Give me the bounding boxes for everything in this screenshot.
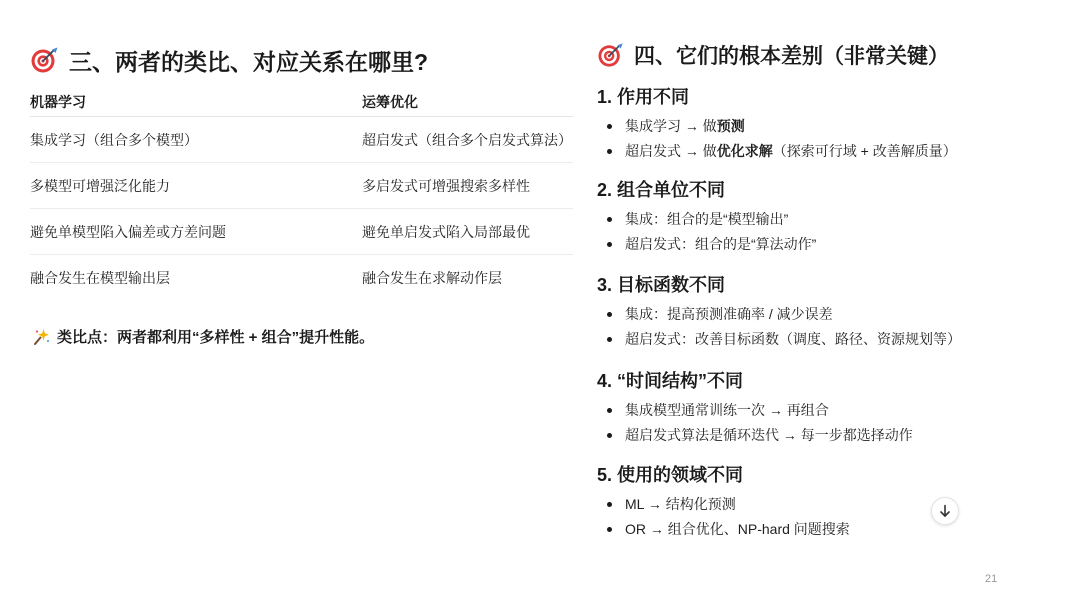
section-domains bbox=[597, 465, 1057, 540]
left-heading-text: 三、两者的类比、对应关系在哪里? bbox=[69, 48, 429, 75]
list-item bbox=[597, 208, 1057, 230]
bullet-text: ML → 结构化预测 bbox=[625, 496, 736, 512]
section-title: 5. 使用的领域不同 bbox=[597, 465, 744, 485]
bullet-dot bbox=[607, 433, 612, 438]
table-cell: 避免单模型陷入偏差或方差问题 bbox=[30, 223, 226, 240]
analogy-note bbox=[33, 325, 374, 347]
bullet-text: 超启发式算法是循环迭代 → 每一步都选择动作 bbox=[625, 427, 913, 443]
bullet-dot bbox=[607, 217, 612, 222]
bullet-dot bbox=[607, 502, 612, 507]
table-cell: 多模型可增强泛化能力 bbox=[30, 177, 170, 194]
arrow-down-icon bbox=[938, 504, 952, 518]
bullet-text: 超启发式：组合的是“算法动作” bbox=[625, 236, 817, 252]
list-item bbox=[597, 493, 1057, 515]
table-cell: 集成学习（组合多个模型） bbox=[30, 131, 198, 148]
bullet-dot bbox=[607, 149, 612, 154]
list-item bbox=[597, 424, 1057, 446]
table-cell: 避免单启发式陷入局部最优 bbox=[362, 223, 530, 240]
analogy-note-text: 类比点：两者都利用“多样性 + 组合”提升性能。 bbox=[57, 328, 375, 346]
list-item bbox=[597, 233, 1057, 255]
table-row bbox=[30, 117, 573, 163]
table-header-or: 运筹优化 bbox=[362, 94, 418, 110]
page-number: 21 bbox=[985, 573, 998, 585]
bullet-text: 集成模型通常训练一次 → 再组合 bbox=[625, 402, 829, 418]
scroll-down-button[interactable] bbox=[931, 497, 959, 525]
table-cell: 融合发生在求解动作层 bbox=[362, 269, 502, 286]
bullet-emphasis: 优化求解 bbox=[716, 143, 773, 159]
list-item bbox=[597, 399, 1057, 421]
section-title: 2. 组合单位不同 bbox=[597, 180, 726, 200]
table-cell: 超启发式（组合多个启发式算法） bbox=[362, 131, 572, 148]
bullet-dot bbox=[607, 242, 612, 247]
section-purpose bbox=[597, 87, 1057, 162]
right-section-heading bbox=[598, 40, 949, 70]
bullet-text: 集成：组合的是“模型输出” bbox=[625, 211, 789, 227]
section-title: 4. “时间结构”不同 bbox=[597, 371, 744, 391]
bullet-text: （探索可行域 + 改善解质量） bbox=[772, 143, 957, 159]
list-item bbox=[597, 303, 1057, 325]
left-section-heading bbox=[31, 45, 428, 75]
bullet-text: 超启发式 → 做 bbox=[625, 143, 717, 159]
section-time-structure bbox=[597, 371, 1057, 446]
bullet-dot bbox=[607, 408, 612, 413]
table-row bbox=[30, 163, 573, 209]
bullet-dot bbox=[607, 124, 612, 129]
bullet-text: 集成学习 → 做 bbox=[625, 118, 717, 134]
target-icon bbox=[598, 42, 624, 68]
bullet-emphasis: 预测 bbox=[716, 118, 745, 134]
section-objective bbox=[597, 275, 1057, 350]
table-cell: 多启发式可增强搜索多样性 bbox=[362, 177, 530, 194]
bullet-dot bbox=[607, 337, 612, 342]
table-header-ml: 机器学习 bbox=[30, 94, 86, 110]
list-item bbox=[597, 518, 1057, 540]
bullet-text: 集成：提高预测准确率 / 减少误差 bbox=[625, 306, 833, 322]
bullet-dot bbox=[607, 312, 612, 317]
table-cell: 融合发生在模型输出层 bbox=[30, 269, 170, 286]
sparkles-icon bbox=[33, 328, 50, 345]
list-item bbox=[597, 115, 1057, 137]
table-row bbox=[30, 255, 573, 300]
list-item bbox=[597, 140, 1057, 162]
bullet-text: 超启发式：改善目标函数（调度、路径、资源规划等） bbox=[625, 331, 961, 347]
table-row bbox=[30, 209, 573, 255]
section-combination-unit bbox=[597, 180, 1057, 255]
table-body bbox=[30, 117, 573, 300]
comparison-table bbox=[30, 88, 573, 300]
right-heading-text: 四、它们的根本差别（非常关键） bbox=[634, 45, 949, 68]
section-title: 1. 作用不同 bbox=[597, 87, 690, 107]
target-icon bbox=[31, 46, 59, 74]
section-title: 3. 目标函数不同 bbox=[597, 275, 726, 295]
bullet-text: OR → 组合优化、NP-hard 问题搜索 bbox=[625, 521, 850, 537]
table-header-row bbox=[30, 88, 573, 117]
bullet-dot bbox=[607, 527, 612, 532]
list-item bbox=[597, 328, 1057, 350]
